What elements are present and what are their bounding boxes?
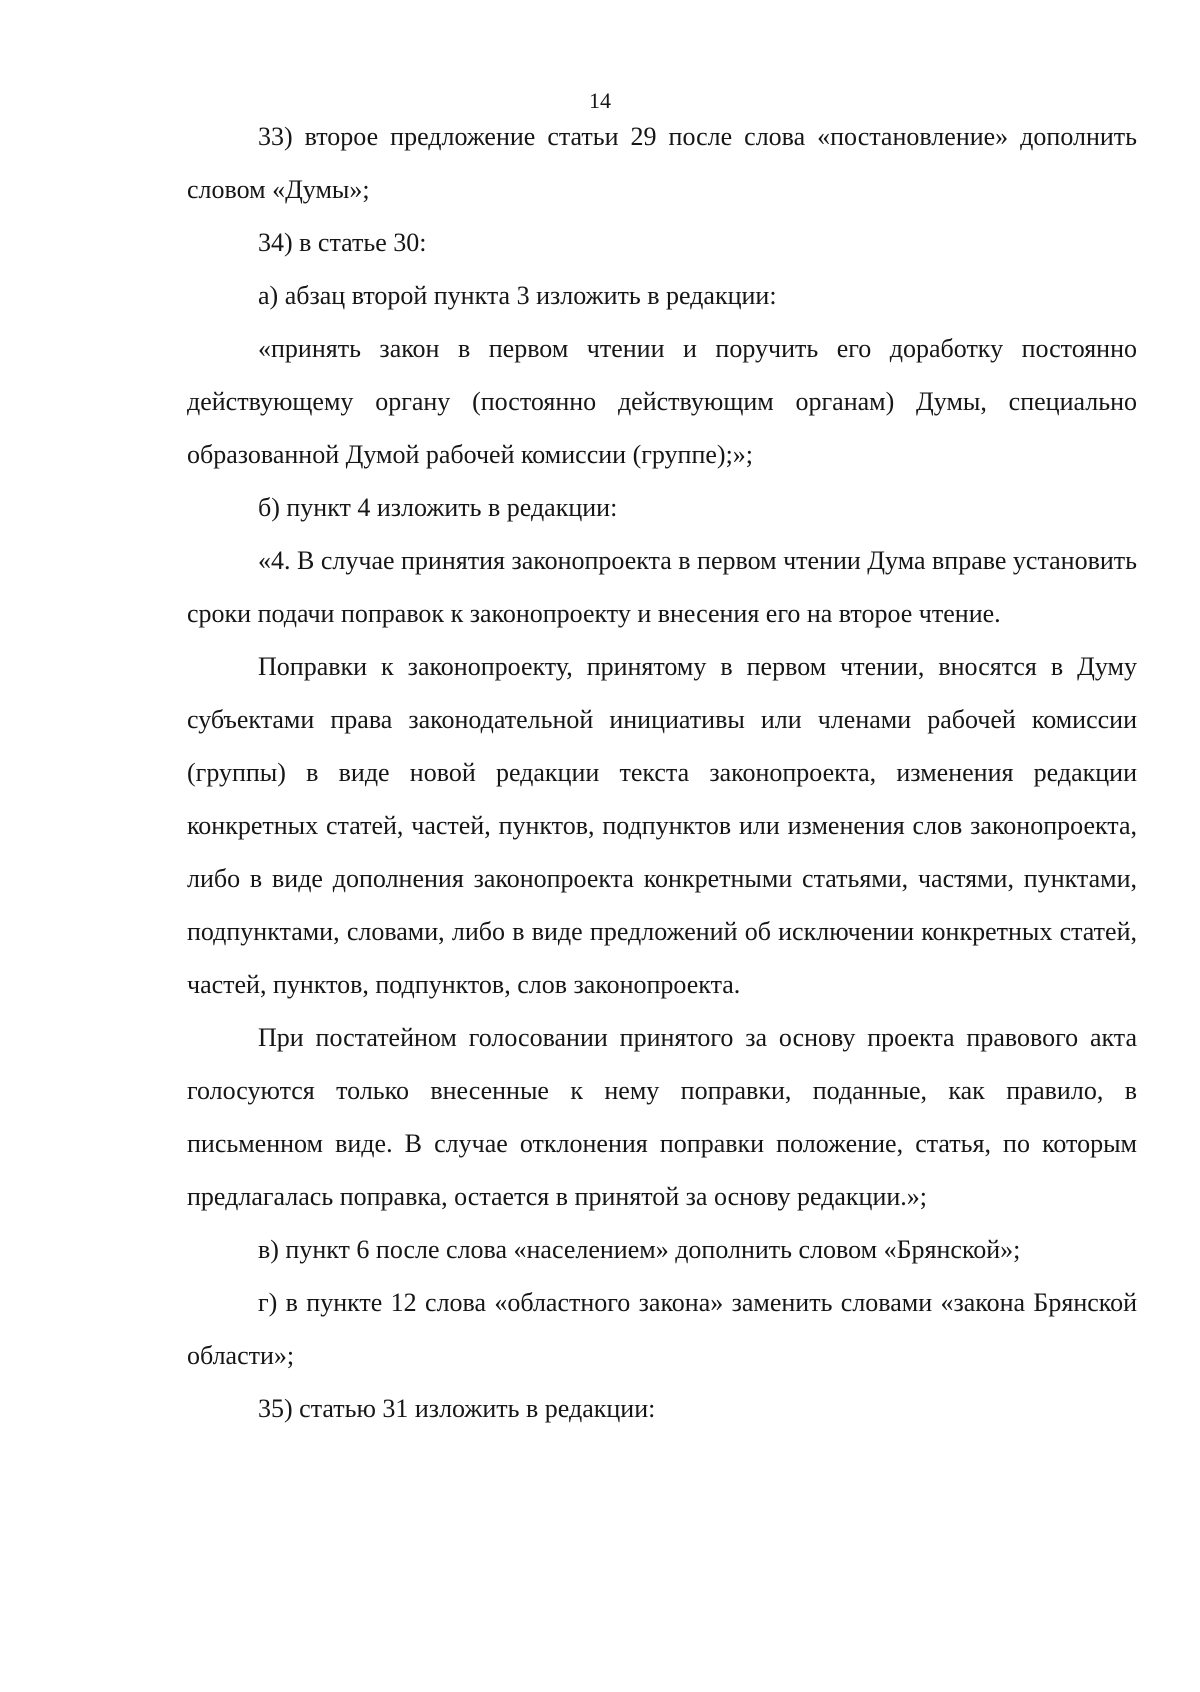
paragraph-subitem-a: а) абзац второй пункта 3 изложить в редакции: [258,281,777,310]
paragraph-item-33: 33) второе предложение статьи 29 после слова «постановление» дополнить словом «Думы»; [187,122,1137,204]
paragraph-subitem-v: в) пункт 6 после слова «населением» дополнить словом «Брянской»; [258,1235,1021,1264]
document-body [187,110,1137,1435]
paragraph-quote-first-reading: «принять закон в первом чтении и поручить его доработку постоянно действующему органу (постоянно действующим органам) Думы, специально образованной Думой рабочей комиссии (группе);»; [187,334,1137,469]
paragraph-item-34: 34) в статье 30: [258,228,427,257]
paragraph-subitem-g: г) в пункте 12 слова «областного закона» заменить словами «закона Брянской области»; [187,1288,1137,1370]
paragraph-amendments: Поправки к законопроекту, принятому в первом чтении, вносятся в Думу субъектами права законодательной инициативы или членами рабочей комиссии (группы) в виде новой редакции текста законопроекта, изменения редакции конкретных статей, частей, пунктов, подпунктов или изменения слов законопроекта, либо в виде дополнения законопроекта конкретными статьями, частями, пунктами, подпунктами, словами, либо в виде предложений об исключении конкретных статей, частей, пунктов, подпунктов, слов законопроекта. [187,652,1137,999]
paragraph-subitem-b: б) пункт 4 изложить в редакции: [258,493,618,522]
paragraph-voting: При постатейном голосовании принятого за основу проекта правового акта голосуются только внесенные к нему поправки, поданные, как правило, в письменном виде. В случае отклонения поправки положение, статья, по которым предлагалась поправка, остается в принятой за основу редакции.»; [187,1023,1137,1211]
paragraph-quote-point-4: «4. В случае принятия законопроекта в первом чтении Дума вправе установить сроки подачи поправок к законопроекту и внесения его на второе чтение. [187,546,1137,628]
page-number: 14 [589,88,611,113]
paragraph-item-35: 35) статью 31 изложить в редакции: [258,1394,656,1423]
